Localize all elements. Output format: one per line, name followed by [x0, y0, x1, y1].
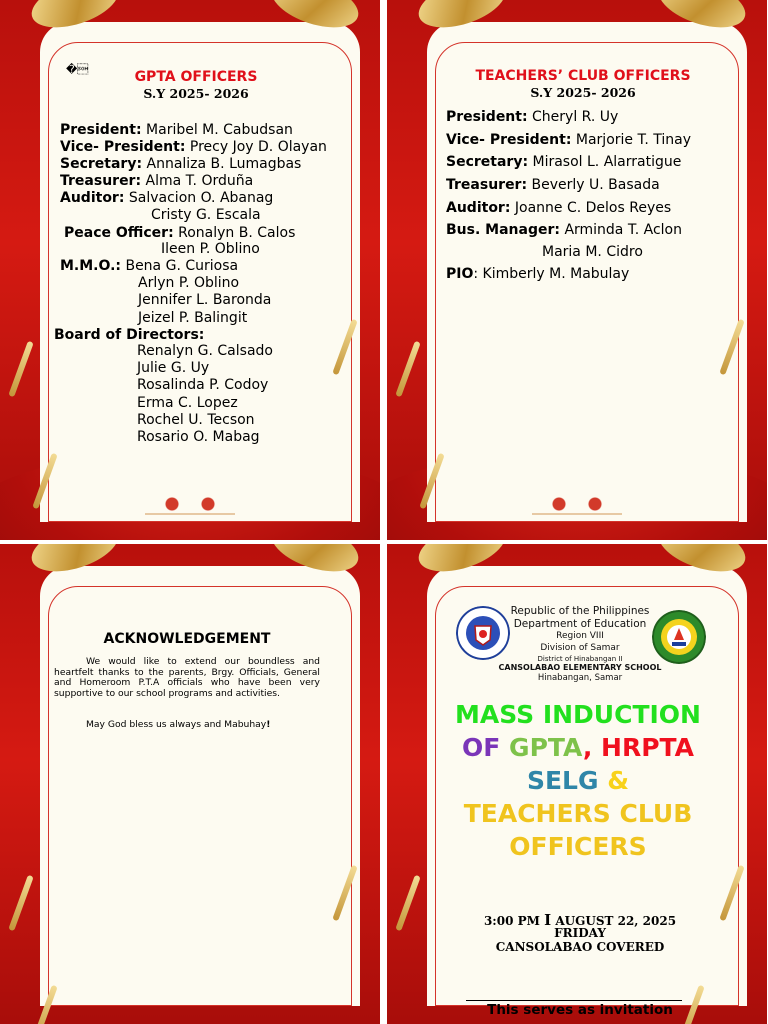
streamer-icon	[395, 341, 420, 398]
gpta-director: Erma C. Lopez	[137, 395, 238, 411]
gpta-school-year: S.Y 2025- 2026	[143, 86, 249, 101]
gpta-director: Julie G. Uy	[137, 360, 210, 376]
label: Secretary:	[446, 154, 529, 170]
label: Treasurer:	[60, 173, 142, 189]
teachers-president: Cheryl R. Uy	[532, 109, 619, 125]
label: Auditor:	[60, 190, 125, 206]
label: President:	[60, 122, 142, 138]
label: M.M.O.:	[60, 258, 122, 274]
ornament-icon	[532, 495, 622, 515]
ack-title: ACKNOWLEDGEMENT	[103, 631, 271, 647]
republic: Republic of the Philippines	[510, 605, 650, 617]
event-title-line5: OFFICERS	[509, 832, 647, 861]
division: Division of Samar	[540, 643, 620, 653]
streamer-icon	[8, 875, 33, 932]
event-datetime: 3:00 PM I AUGUST 22, 2025	[483, 911, 677, 929]
event-title-line4: TEACHERS CLUB	[463, 799, 693, 828]
event-day: FRIDAY	[554, 926, 606, 940]
gpta-auditor: Cristy G. Escala	[151, 207, 261, 223]
gpta-title: GPTA OFFICERS	[134, 69, 258, 85]
teachers-bus-manager: Arminda T. Aclon	[564, 222, 682, 238]
event-title-line3: SELG &	[526, 766, 630, 795]
teachers-treasurer: Beverly U. Basada	[531, 177, 660, 193]
gpta-mmo: Arlyn P. Oblino	[138, 275, 240, 291]
region: Region VIII	[556, 631, 604, 641]
gpta-peace-officer: Ileen P. Oblino	[161, 241, 260, 257]
ornament-icon	[145, 495, 235, 515]
gpta-mmo: Jeizel P. Balingit	[138, 310, 248, 326]
event-title-line1: MASS INDUCTION	[455, 700, 701, 729]
label: Secretary:	[60, 156, 143, 172]
streamer-icon	[8, 341, 33, 398]
label: Auditor:	[446, 200, 511, 216]
label: PIO	[446, 266, 474, 282]
gpta-peace-officer: Ronalyn B. Calos	[178, 225, 296, 241]
gpta-treasurer: Alma T. Orduña	[145, 173, 254, 189]
teachers-bus-manager: Maria M. Cidro	[542, 244, 643, 260]
school-name: CANSOLABAO ELEMENTARY SCHOOL	[498, 663, 662, 672]
ack-body: We would like to extend our boundless and heartfelt thanks to the parents, Brgy. Officials, General and Homeroom P.T.A officials who have been very supportive to our school programs and activities.	[54, 656, 320, 699]
label: President:	[446, 109, 528, 125]
gpta-director: Renalyn G. Calsado	[137, 343, 273, 359]
gpta-vp: Precy Joy D. Olayan	[189, 139, 327, 155]
symbol-glyph: �	[66, 63, 89, 76]
acknowledgement-panel	[0, 544, 380, 1024]
gpta-auditor: Salvacion O. Abanag	[128, 190, 274, 206]
divider-line	[466, 1000, 682, 1001]
gpta-president: Maribel M. Cabudsan	[146, 122, 293, 138]
gpta-director: Rosario O. Mabag	[137, 429, 260, 445]
gpta-mmo: Jennifer L. Baronda	[138, 292, 272, 308]
label: Bus. Manager:	[446, 222, 560, 238]
event-title-line2: OF GPTA, HRPTA	[462, 733, 694, 762]
label: Board of Directors:	[54, 327, 205, 343]
department: Department of Education	[513, 618, 647, 630]
gpta-director: Rochel U. Tecson	[137, 412, 255, 428]
teachers-vp: Marjorie T. Tinay	[575, 132, 692, 148]
label: Peace Officer:	[64, 225, 174, 241]
gpta-secretary: Annaliza B. Lumagbas	[146, 156, 302, 172]
town: Hinabangan, Samar	[537, 673, 623, 683]
gpta-director: Rosalinda P. Codoy	[137, 377, 269, 393]
label: Treasurer:	[446, 177, 528, 193]
teachers-auditor: Joanne C. Delos Reyes	[514, 200, 672, 216]
teachers-title: TEACHERS’ CLUB OFFICERS	[475, 68, 691, 84]
label: Vice- President:	[446, 132, 572, 148]
teachers-school-year: S.Y 2025- 2026	[530, 85, 636, 100]
streamer-icon	[395, 875, 420, 932]
invitation-note: This serves as invitation	[487, 1002, 673, 1018]
label: Vice- President:	[60, 139, 186, 155]
gpta-mmo: Bena G. Curiosa	[125, 258, 239, 274]
teachers-pio: : Kimberly M. Mabulay	[473, 266, 630, 282]
ack-closing: May God bless us always and Mabuhay!	[86, 719, 271, 730]
event-venue: CANSOLABAO COVERED	[495, 940, 665, 954]
teachers-secretary: Mirasol L. Alarratigue	[532, 154, 682, 170]
district: District of Hinabangan II	[537, 655, 623, 663]
